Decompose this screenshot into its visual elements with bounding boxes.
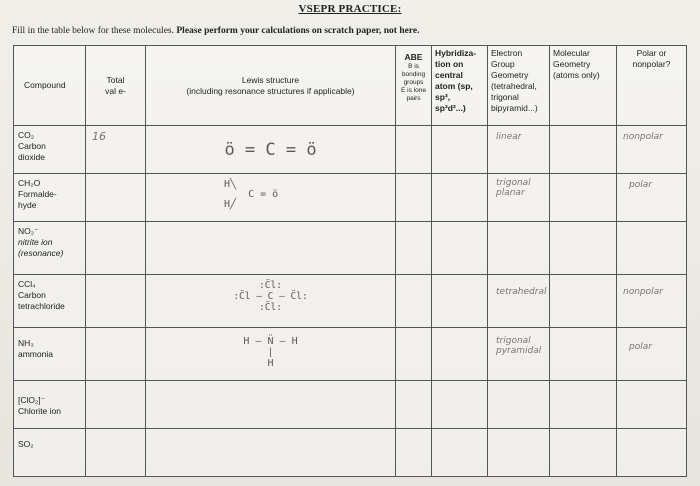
electron-geometry-cell[interactable] (488, 222, 550, 275)
header-row (14, 46, 687, 126)
abe-cell[interactable] (396, 222, 432, 275)
molecular-geometry-cell[interactable] (550, 126, 617, 174)
compound-cell: SO₂ (14, 429, 86, 477)
hybridization-cell[interactable] (432, 429, 488, 477)
electron-geometry-cell[interactable]: linear (488, 126, 550, 174)
abe-cell[interactable] (396, 328, 432, 381)
molecular-geometry-cell[interactable] (550, 174, 617, 222)
molecular-geometry-cell[interactable] (550, 381, 617, 429)
page-title: VSEPR PRACTICE: (298, 3, 402, 15)
electron-geometry-cell[interactable]: trigonal planar (488, 174, 550, 222)
polarity-cell[interactable]: polar (617, 174, 687, 222)
valence-cell[interactable] (86, 275, 146, 328)
compound-cell: CCl₄ Carbon tetrachloride (14, 275, 86, 328)
instructions (12, 26, 419, 36)
header-valence: Total val e- (86, 46, 146, 126)
polarity-cell[interactable] (617, 381, 687, 429)
molecular-geometry-cell[interactable] (550, 429, 617, 477)
instruction-bold-text: Please perform your calculations on scratch paper, not here. (176, 26, 420, 36)
lewis-cell[interactable]: H – N̈ – H | H (146, 328, 396, 381)
valence-cell[interactable] (86, 429, 146, 477)
electron-geometry-cell[interactable]: tetrahedral (488, 275, 550, 328)
header-hybridization: Hybridiza- tion on central atom (sp, sp³, sp³d²...) (432, 46, 488, 126)
lewis-cell[interactable] (146, 429, 396, 477)
table-row (14, 174, 687, 222)
polarity-cell[interactable]: nonpolar (617, 126, 687, 174)
hybridization-cell[interactable] (432, 222, 488, 275)
compound-cell: NH₃ ammonia (14, 328, 86, 381)
header-lewis: Lewis structure (including resonance structures if applicable) (146, 46, 396, 126)
valence-cell[interactable] (86, 381, 146, 429)
table-row (14, 222, 687, 275)
polarity-cell[interactable]: polar (617, 328, 687, 381)
valence-cell[interactable]: 16 (86, 126, 146, 174)
compound-cell: [ClO₂]⁻ Chlorite ion (14, 381, 86, 429)
header-abe: ABE B is bonding groups E is lone pairs (396, 46, 432, 126)
electron-geometry-cell[interactable] (488, 381, 550, 429)
abe-cell[interactable] (396, 381, 432, 429)
table-row (14, 429, 687, 477)
polarity-cell[interactable]: nonpolar (617, 275, 687, 328)
abe-cell[interactable] (396, 429, 432, 477)
instruction-text: Fill in the table below for these molecules. (12, 26, 174, 36)
polarity-cell[interactable] (617, 222, 687, 275)
molecular-geometry-cell[interactable] (550, 222, 617, 275)
lewis-cell[interactable]: ö = C = ö (146, 126, 396, 174)
molecular-geometry-cell[interactable] (550, 328, 617, 381)
compound-cell: CO₂ Carbon dioxide (14, 126, 86, 174)
compound-cell: NO₂⁻ nitrite ion (resonance) (14, 222, 86, 275)
header-molecular-geometry: Molecular Geometry (atoms only) (550, 46, 617, 126)
lewis-cell[interactable]: :C̈l: :C̈l – C – C̈l: :C̈l: (146, 275, 396, 328)
abe-cell[interactable] (396, 126, 432, 174)
abe-cell[interactable] (396, 174, 432, 222)
valence-cell[interactable] (86, 328, 146, 381)
hybridization-cell[interactable] (432, 174, 488, 222)
abe-cell[interactable] (396, 275, 432, 328)
lewis-cell[interactable] (146, 381, 396, 429)
electron-geometry-cell[interactable]: trigonal pyramidal (488, 328, 550, 381)
table-row (14, 381, 687, 429)
header-compound: Compound (14, 46, 86, 126)
polarity-cell[interactable] (617, 429, 687, 477)
hybridization-cell[interactable] (432, 328, 488, 381)
hybridization-cell[interactable] (432, 126, 488, 174)
electron-geometry-cell[interactable] (488, 429, 550, 477)
table-row (14, 126, 687, 174)
valence-cell[interactable] (86, 174, 146, 222)
lewis-cell[interactable]: H╲ C = ö H╱ (146, 174, 396, 222)
compound-cell: CH₂O Formalde- hyde (14, 174, 86, 222)
header-electron-geometry: Electron Group Geometry (tetrahedral, trigonal bipyramid...) (488, 46, 550, 126)
hybridization-cell[interactable] (432, 275, 488, 328)
molecular-geometry-cell[interactable] (550, 275, 617, 328)
valence-cell[interactable] (86, 222, 146, 275)
header-polarity: Polar or nonpolar? (617, 46, 687, 126)
hybridization-cell[interactable] (432, 381, 488, 429)
table-row (14, 328, 687, 381)
lewis-cell[interactable] (146, 222, 396, 275)
table-row (14, 275, 687, 328)
vsepr-table (13, 45, 687, 477)
